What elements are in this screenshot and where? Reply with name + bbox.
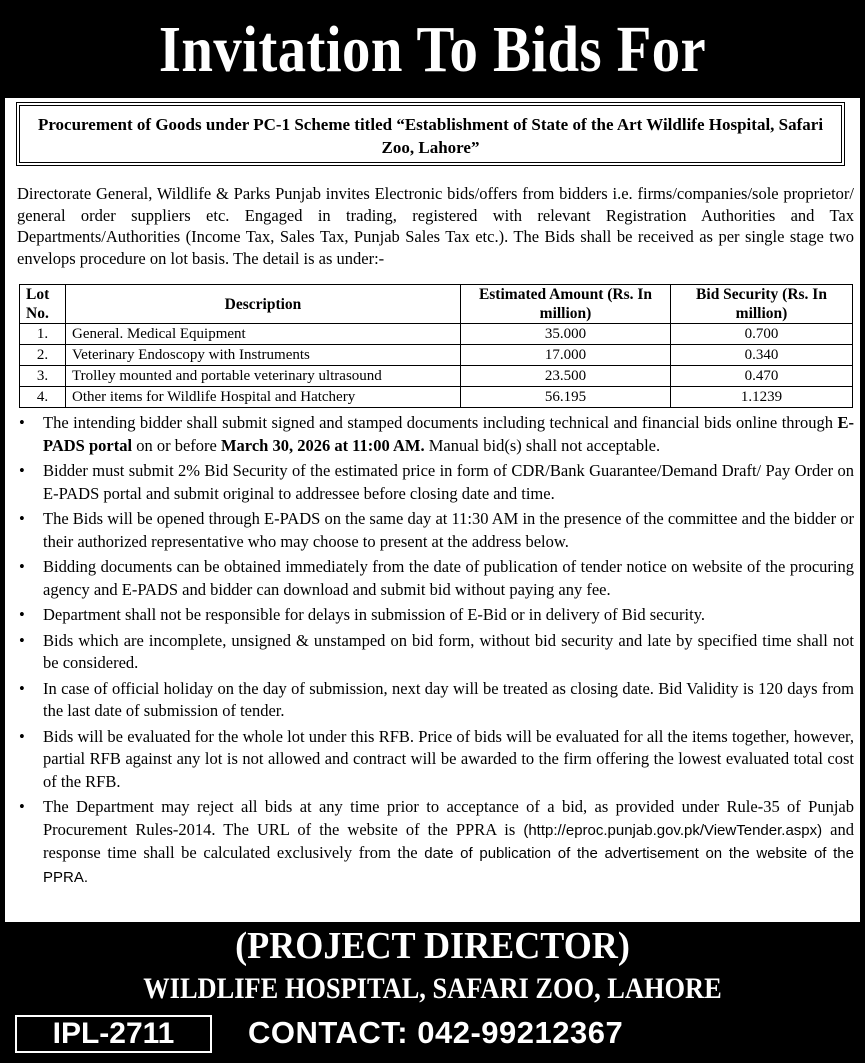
lot-description: Trolley mounted and portable veterinary ultrasound [66,366,461,387]
lot-description: Other items for Wildlife Hospital and Hatchery [66,387,461,408]
term-item [17,460,854,505]
term-text: Bidding documents can be obtained immediately from the date of publication of tender notice on website of the procuring agency and E-PADS and bidder can download and submit bid without paying any fee. [43,557,854,599]
term-text: The Bids will be opened through E-PADS on the same day at 11:30 AM in the presence of the committee and the bidder or their authorized representative who may choose to present at the address below. [43,509,854,551]
term-text: on or before [132,435,221,455]
term-item [17,412,854,457]
ad-body [5,98,860,922]
term-item [17,630,854,675]
bullet-icon: • [19,605,25,624]
term-text: Bids which are incomplete, unsigned & unstamped on bid form, without bid security and late by specified time shall not be considered. [43,630,854,672]
term-text: In case of official holiday on the day of submission, next day will be treated as closing date. Bid Validity is 120 days from the last date of submission of tender. [43,678,854,720]
lot-no: 2. [20,345,66,366]
table-row [20,366,853,387]
table-row [20,387,853,408]
term-item [17,726,854,794]
lot-description: Veterinary Endoscopy with Instruments [66,345,461,366]
table-header-row [20,285,853,324]
estimated-amount: 35.000 [461,324,671,345]
header-estimated-amount: Estimated Amount (Rs. In million) [461,285,671,324]
lot-no: 3. [20,366,66,387]
term-item [17,604,854,627]
term-item [17,678,854,723]
lot-no: 4. [20,387,66,408]
term-text: Bids will be evaluated for the whole lot under this RFB. Price of bids will be evaluated for all the items together, however, partial RFB against any lot is not allowed and contract will be awarded to the firm offering the lowest evaluated total cost of the RFB. [43,726,854,791]
bullet-icon: • [19,630,25,650]
procurement-heading: Procurement of Goods under PC-1 Scheme titled “Establishment of State of the Art Wildlife Hospital, Safari Zoo, Lahore” [19,105,842,163]
term-text: Manual bid(s) shall not acceptable. [424,435,661,455]
bullet-icon: • [19,726,25,746]
bullet-icon: • [19,461,25,480]
term-text: Bidder must submit 2% Bid Security of the estimated price in form of CDR/Bank Guarantee/Demand Draft/ Pay Order on E-PADS portal and submit original to addressee before closing date and time. [43,461,854,503]
terms-list [17,412,854,892]
lots-table [19,284,853,408]
header-description: Description [66,285,461,324]
header-lot-no: Lot No. [20,285,66,324]
term-text: The intending bidder shall submit signed and stamped documents including technical and financial bids online through [43,413,838,432]
bullet-icon: • [19,557,25,576]
lot-no: 1. [20,324,66,345]
term-text: Department shall not be responsible for delays in submission of E-Bid or in delivery of Bid security. [43,605,706,624]
term-item [17,556,854,601]
term-text: and response time shall be calculated exclusively from the [43,819,854,862]
lot-description: General. Medical Equipment [66,324,461,345]
term-item [17,796,854,889]
estimated-amount: 23.500 [461,366,671,387]
table-row [20,324,853,345]
footer-designation: (PROJECT DIRECTOR) [235,925,630,967]
contact-number: CONTACT: 042-99212367 [248,1015,624,1050]
term-item [17,508,854,553]
header-bid-security: Bid Security (Rs. In million) [671,285,853,324]
estimated-amount: 17.000 [461,345,671,366]
term-text: date of publication of the advertisement on the website of the PPRA. [43,845,854,886]
table-row [20,345,853,366]
footer-address: WILDLIFE HOSPITAL, SAFARI ZOO, LAHORE [143,972,722,1005]
intro-paragraph: Directorate General, Wildlife & Parks Punjab invites Electronic bids/offers from bidders i.e. firms/companies/sole proprietor/ general order suppliers etc. Engaged in trading, registered with relevant Registration Authorities and Tax Departments/Authorities (Income Tax, Sales Tax, Punjab Sales Tax etc.). The Bids shall be received as per single stage two envelops procedure on lot basis. The detail is as under:- [17,184,854,268]
ipl-number: IPL-2711 [15,1015,212,1053]
bullet-icon: • [19,509,25,528]
bid-security: 1.1239 [671,387,853,408]
estimated-amount: 56.195 [461,387,671,408]
ppra-url-link[interactable]: (http://eproc.punjab.gov.pk/ViewTender.aspx) [523,821,823,839]
term-deadline: March 30, 2026 at 11:00 AM. [220,435,425,455]
bid-security: 0.340 [671,345,853,366]
term-bold-text: E-PADS portal [43,413,854,455]
term-text: The Department may reject all bids at any time prior to acceptance of a bid, as provided under Rule-35 of Punjab Procurement Rules-2014. The URL of the website of the PPRA is [43,797,854,839]
bullet-icon: • [19,413,25,432]
bullet-icon: • [19,797,25,816]
bullet-icon: • [19,678,25,698]
ad-title: Invitation To Bids For [158,13,707,86]
bid-security: 0.700 [671,324,853,345]
bid-security: 0.470 [671,366,853,387]
